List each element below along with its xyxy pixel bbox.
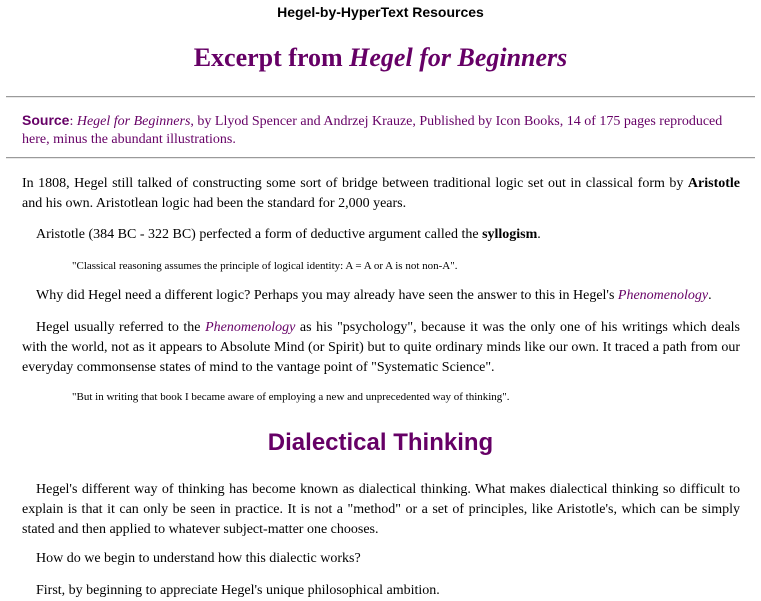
page-title [0, 42, 761, 74]
p2-syllogism: syllogism [482, 227, 538, 242]
source-colon: : [69, 114, 77, 129]
p1-text-b: and his own. Aristotlean logic had been the standard for 2,000 years. [22, 196, 407, 211]
quote-1: "Classical reasoning assumes the principle of logical identity: A = A or A is not non-A". [72, 260, 458, 272]
p4-text-a: Hegel usually referred to the [36, 320, 206, 335]
p2-text-a: Aristotle (384 BC - 322 BC) perfected a form of deductive argument called the [36, 227, 483, 242]
quote-2: "But in writing that book I became aware of employing a new and unprecedented way of thinking". [72, 391, 510, 403]
source-book: Hegel for Beginners [76, 114, 191, 129]
paragraph-2 [22, 225, 740, 245]
p1-text-a: In 1808, Hegel still talked of constructing some sort of bridge between traditional logic set out in classical form by [22, 176, 688, 191]
top-divider [6, 96, 755, 98]
p3-text-b: . [708, 288, 712, 303]
paragraph-5: Hegel's different way of thinking has become known as dialectical thinking. What makes dialectical thinking so difficult to explain is that it can only be seen in practice. It is not a "method" or a set of principles, like Aristotle's, which can be simply stated and then applied to whatever subject-matter one chooses. [22, 482, 740, 537]
paragraph-4 [22, 318, 740, 378]
paragraph-3 [22, 286, 740, 306]
paragraph-1 [22, 174, 740, 214]
p3-phenomenology: Phenomenology [617, 288, 709, 303]
p3-text-a: Why did Hegel need a different logic? Perhaps you may already have seen the answer to this in Hegel's [36, 288, 618, 303]
section-title: Dialectical Thinking [267, 429, 494, 456]
paragraph-7: First, by beginning to appreciate Hegel's unique philosophical ambition. [36, 583, 440, 598]
source-label: Source [22, 112, 70, 128]
title-prefix: Excerpt from [193, 43, 343, 72]
p4-phenomenology: Phenomenology [205, 320, 296, 335]
site-header: Hegel-by-HyperText Resources [277, 4, 484, 20]
title-book: Hegel for Beginners [349, 43, 568, 72]
p2-text-b: . [537, 227, 541, 242]
source-details: , by Llyod Spencer and Andrzej Krauze, Published by Icon Books, 14 of 175 pages reproduced here, minus the abundant illustrations. [22, 114, 723, 147]
p1-aristotle: Aristotle [687, 176, 740, 191]
source-citation [22, 111, 744, 149]
bottom-divider [6, 157, 755, 159]
p4-text-b: as his "psychology", because it was the only one of his writings which deals with the world, not as it appears to Absolute Mind (or Spirit) but to quite ordinary minds like our own. It traced a path from our everyday commonsense states of mind to the vantage point of "Systematic Science". [22, 320, 740, 375]
paragraph-6: How do we begin to understand how this dialectic works? [36, 551, 361, 566]
